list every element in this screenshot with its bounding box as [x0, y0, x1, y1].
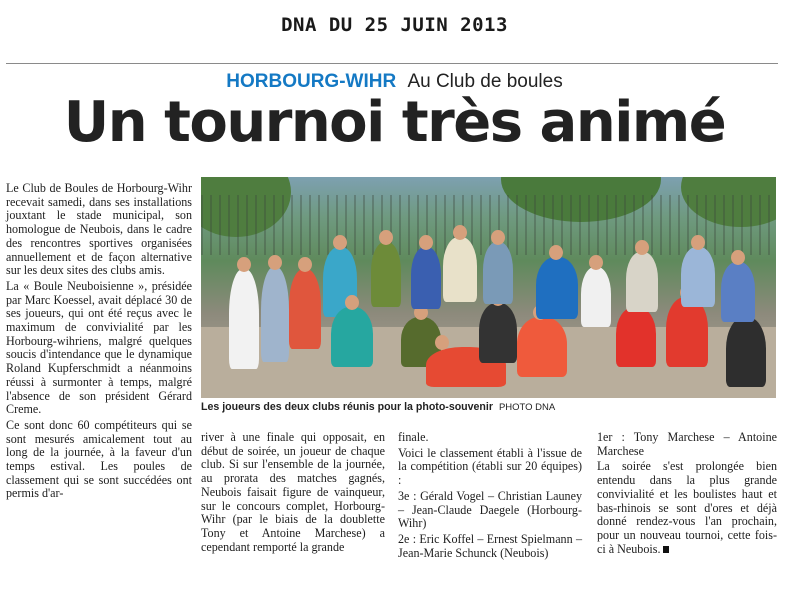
person-head: [453, 225, 467, 240]
paragraph-final: [597, 460, 777, 556]
header-divider: [6, 63, 778, 64]
person-head: [731, 250, 745, 265]
person-head: [298, 257, 312, 272]
person: [229, 269, 259, 369]
paragraph: river à une finale qui opposait, en début de soirée, un joueur de chaque club. Si sur l'ensemble de la journée, au prorata des matches gagnés, Neubois faisait figure de vainqueur, sur le concours complet, Horbourg-Wihr (par le biais de la doublette Tony et Antoine Marchese) a cependant remporté la grande: [201, 430, 385, 554]
person: [726, 317, 766, 387]
paragraph: 1er : Tony Marchese – Antoine Marchese: [597, 430, 777, 458]
paragraph: 2e : Eric Koffel – Ernest Spielmann – Jean-Marie Schunck (Neubois): [398, 531, 582, 560]
kicker-label: Au Club de boules: [407, 71, 563, 92]
person-head: [379, 230, 393, 245]
article-column-3: [398, 431, 582, 560]
person: [261, 267, 289, 362]
paragraph: La « Boule Neuboisienne », présidée par Marc Koessel, avait déplacé 30 de ses joueurs, qui ont été reçus avec le maximum de convivialité par les Horbourg-wihriens, malgré quelques soucis d'intendance que le dynamique Roland Kupferschmidt a néanmoins réussi à surmonter à temps, malgré l'absence de son président Gérard Creme.: [6, 278, 192, 417]
person: [681, 247, 715, 307]
person-head: [491, 230, 505, 245]
article-column-4: [597, 431, 777, 556]
person: [331, 307, 373, 367]
paragraph: Ce sont donc 60 compétiteurs qui se sont mesurés amicalement tout au long de la journée, à la faveur d'un temps estival. Les poules de classement qui se sont succédées ont permis d'ar-: [6, 417, 192, 501]
person: [721, 262, 755, 322]
article-column-2: [201, 431, 385, 554]
photo-crowd: [221, 207, 771, 387]
paragraph: Voici le classement établi à l'issue de la compétition (établi sur 20 équipes) :: [398, 445, 582, 488]
person: [411, 247, 441, 309]
person-head: [419, 235, 433, 250]
person: [536, 257, 578, 319]
group-photo: [201, 177, 776, 398]
person: [616, 307, 656, 367]
person: [517, 317, 567, 377]
paragraph: finale.: [398, 430, 429, 444]
person: [626, 252, 658, 312]
person: [581, 267, 611, 327]
person-head: [589, 255, 603, 270]
person-head: [435, 335, 449, 350]
person: [483, 242, 513, 304]
person: [443, 237, 477, 302]
person: [289, 269, 321, 349]
caption-text: Les joueurs des deux clubs réunis pour la photo-souvenir: [201, 401, 493, 413]
paragraph: Le Club de Boules de Horbourg-Wihr recevait samedi, dans ses installations jouxtant le stade municipal, son homologue de Neubois, dans le cadre des rencontres sportives organisées annuellement et de façon alternative sur les deux sites des clubs amis.: [6, 181, 192, 278]
person-head: [268, 255, 282, 270]
place-label: HORBOURG-WIHR: [226, 71, 397, 92]
person-head: [345, 295, 359, 310]
dateline: DNA DU 25 JUIN 2013: [281, 14, 508, 36]
person-head: [237, 257, 251, 272]
person: [666, 297, 708, 367]
person-head: [549, 245, 563, 260]
photo-credit: PHOTO DNA: [498, 402, 556, 413]
person: [371, 242, 401, 307]
paragraph: 3e : Gérald Vogel – Christian Launey – Jean-Claude Daegele (Horbourg-Wihr): [398, 488, 582, 531]
paragraph-text: La soirée s'est prolongée bien entendu dans la plus grande convivialité et les boulistes haut et bas-rhinois se sont d'ores et déjà donné rendez-vous l'an prochain, pour un nouveau tournoi, cette fois-ci à Neubois.: [597, 459, 777, 556]
person: [479, 303, 517, 363]
end-mark-icon: [663, 546, 669, 553]
person-head: [333, 235, 347, 250]
article-column-1: [6, 182, 192, 501]
photo-caption: [201, 401, 781, 413]
headline: Un tournoi très animé: [63, 90, 726, 155]
person-head: [691, 235, 705, 250]
person-head: [635, 240, 649, 255]
